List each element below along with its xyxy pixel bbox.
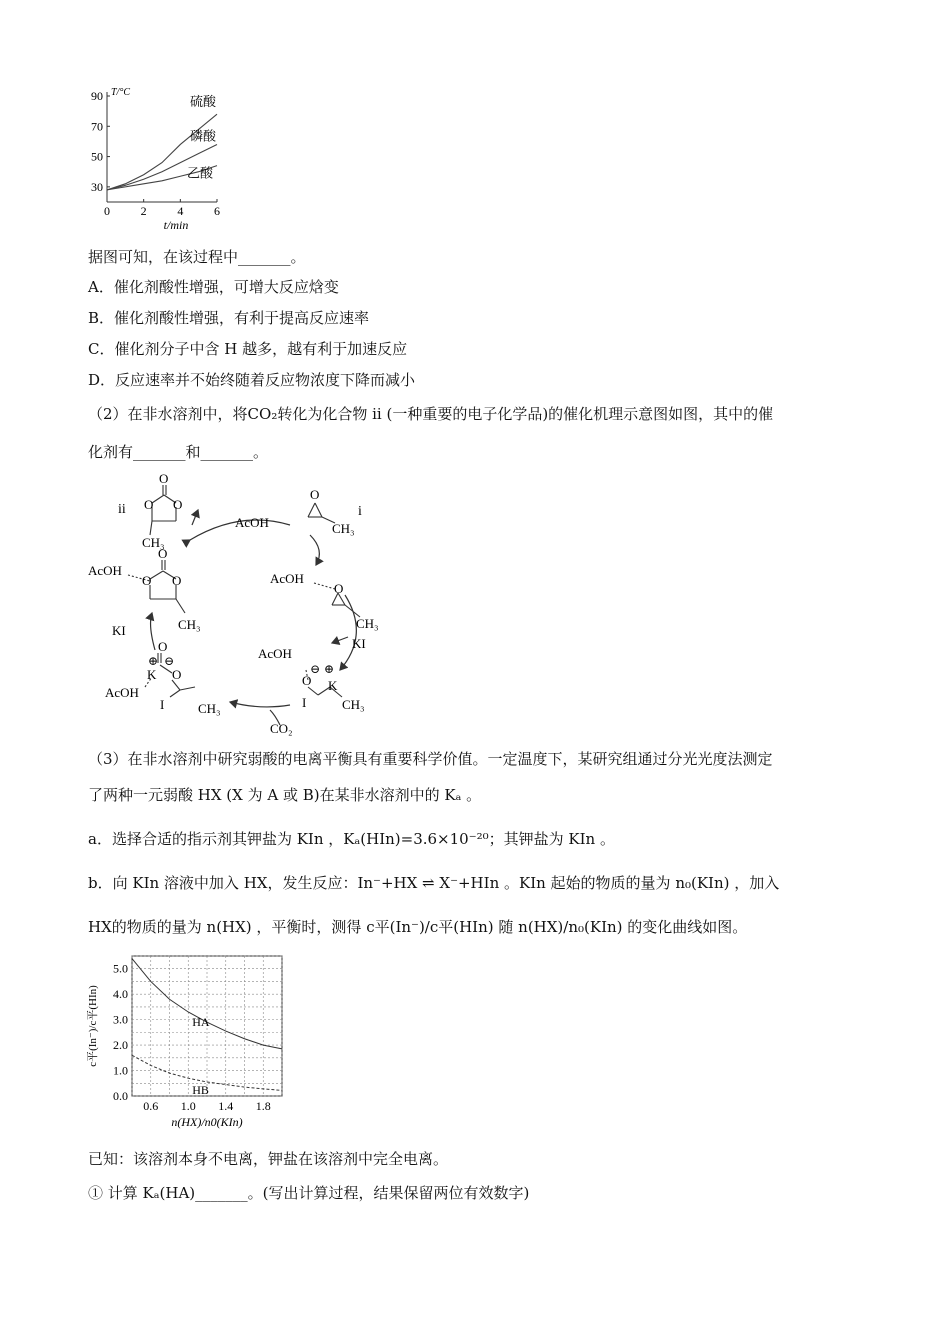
arc-left [151,613,155,650]
open-o-top: O [158,639,168,654]
co2-label: CO₂ [270,721,293,736]
epoxide-i-structure [308,503,335,523]
alkoxide-k: K [328,678,338,693]
x-tick-label: 1.8 [255,1099,271,1113]
q3-b1: b．向 KIn 溶液中加入 HX，发生反应：In⁻+HX ⇌ X⁻+HIn 。KIn 起始的物质的量为 n₀(KIn) ，加入 [88,874,780,892]
y-tick-label: 5.0 [113,961,128,976]
acoh-right: AcOH [270,571,304,586]
x-tick-label: 6 [214,204,220,218]
left-o-top: O [158,546,168,561]
x-tick-label: 0 [104,204,110,218]
question-calc: ① 计算 Kₐ(HA)_______。(写出计算过程，结果保留两位有效数字) [88,1184,530,1202]
arrow-out [192,510,198,525]
x-tick-label: 1.4 [218,1099,234,1113]
y-tick-label: 4.0 [113,987,128,1002]
y-tick-label: 90 [91,89,103,103]
acoh-bottom-right: AcOH [258,646,292,661]
arrow-ki-in [332,637,348,643]
left-o-left: O [142,573,152,588]
alkoxide-i: I [302,695,307,710]
q3-a: a．选择合适的指示剂其钾盐为 KIn ，Kₐ(HIn)=3.6×10⁻²⁰；其钾盐为 KIn 。 [88,830,615,848]
x-tick-label: 2 [140,204,147,218]
x-tick-label: 1.0 [180,1099,196,1113]
alkoxide-o: O [302,673,312,688]
left-o-right: O [172,573,182,588]
x-axis-label: t/min [163,218,189,232]
open-ch3: CH₃ [198,701,221,716]
alkoxide-plus: ⊕ [324,662,335,676]
open-minus: ⊖ [164,654,175,668]
series-label-HB: HB [192,1083,209,1098]
known-condition: 已知：该溶剂本身不电离，钾盐在该溶剂中完全电离。 [88,1150,449,1168]
series-label-2: 乙酸 [187,165,214,181]
arc-right [340,595,356,670]
y-tick-label: 0.0 [113,1089,128,1103]
y-tick-label: 2.0 [113,1038,128,1053]
ratio-chart [82,946,292,1142]
y-axis-label: T/°C [111,87,131,98]
ki-left: KI [112,623,126,638]
y-tick-label: 3.0 [113,1012,128,1027]
option-d: D．反应速率并不始终随着反应物浓度下降而减小 [88,371,416,389]
y-tick-label: 70 [91,119,103,134]
open-i: I [160,697,165,712]
temperature-chart [82,84,232,234]
label-i: i [358,504,362,519]
y-tick-label: 50 [91,149,103,164]
q3-b2: HX的物质的量为 n(HX) ，平衡时，测得 c平(In⁻)/c平(HIn) 随 n(HX)/n₀(KIn) 的变化曲线如图。 [88,918,748,936]
i-o: O [310,487,320,502]
q2-line2: 化剂有_______和_______。 [88,443,269,461]
option-a: A．催化剂酸性增强，可增大反应焓变 [88,278,339,296]
y-axis-label: c平(In⁻)/c平(HIn) [87,985,99,1067]
q3-line1: （3）在非水溶剂中研究弱酸的电离平衡具有重要科学价值。一定温度下，某研究组通过分光光度法测定 [88,750,773,768]
acoh-top: AcOH [235,515,269,530]
y-tick-label: 30 [91,179,103,194]
ki-right: KI [352,636,366,651]
arc-right-top [310,535,319,565]
q3-line2: 了两种一元弱酸 HX (X 为 A 或 B)在某非水溶剂中的 Kₐ 。 [88,786,482,804]
ii-o-top: O [159,471,169,486]
x-tick-label: 4 [177,204,184,218]
alkoxide-minus: ⊖ [310,662,321,676]
arc-bottom [230,702,290,707]
q1-stem: 据图可知，在该过程中_______。 [88,248,306,266]
alkoxide-ch3: CH₃ [342,697,365,712]
right-ch3: CH₃ [356,616,379,631]
i-ch3: CH₃ [332,521,355,536]
open-k: K [147,667,157,682]
ii-o-right: O [173,497,183,512]
ii-o-left: O [144,497,154,512]
q2-line1: （2）在非水溶剂中，将CO₂转化为化合物 ii (一种重要的电子化学品)的催化机理示意图如图，其中的催 [88,405,774,423]
label-ii: ii [118,502,126,517]
series-label-1: 磷酸 [190,128,217,144]
mechanism-diagram [80,465,400,745]
acoh-left: AcOH [88,563,122,578]
y-tick-label: 1.0 [113,1063,128,1078]
right-o: O [334,581,344,596]
left-ch3: CH₃ [178,617,201,632]
series-label-HA: HA [192,1015,210,1029]
x-axis-label: n(HX)/n0(KIn) [171,1115,243,1129]
series-label-0: 硫酸 [190,94,217,110]
acoh-bottom-left: AcOH [105,685,139,700]
open-plus: ⊕ [148,654,159,668]
open-o: O [172,667,182,682]
option-b: B．催化剂酸性增强，有利于提高反应速率 [88,309,370,327]
x-tick-label: 0.6 [143,1099,159,1113]
ii-ch3: CH₃ [142,535,165,550]
option-c: C．催化剂分子中含 H 越多，越有利于加速反应 [88,340,408,358]
